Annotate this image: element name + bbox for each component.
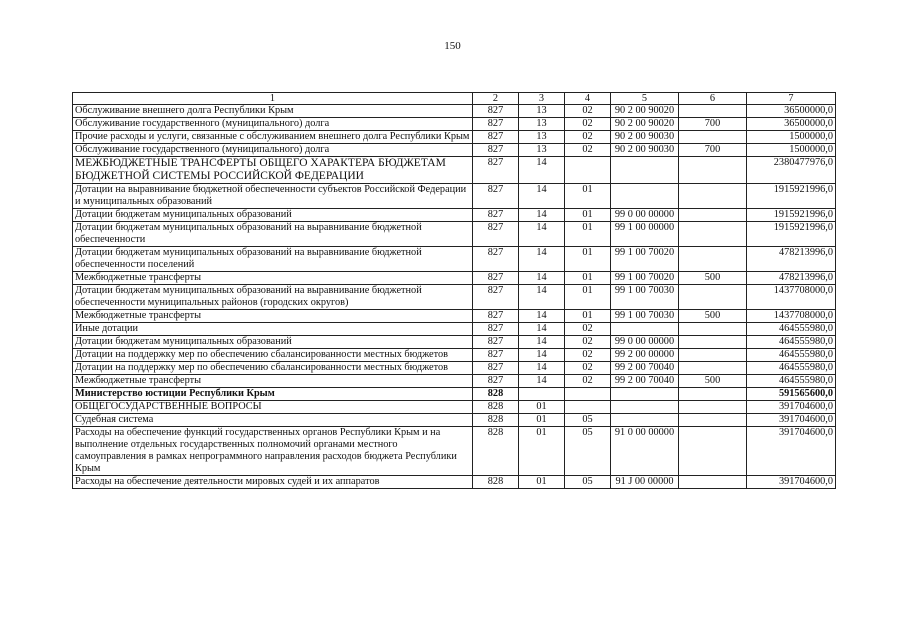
- row-target-cell: 90 2 00 90020: [611, 105, 679, 118]
- row-sum-cell: 464555980,0: [747, 336, 836, 349]
- row-code-cell: 827: [473, 105, 519, 118]
- row-type-cell: [679, 184, 747, 209]
- row-subsection-cell: 05: [565, 427, 611, 476]
- row-subsection-cell: 05: [565, 476, 611, 489]
- row-sum-cell: 391704600,0: [747, 476, 836, 489]
- row-type-cell: 700: [679, 144, 747, 157]
- row-sum-cell: 36500000,0: [747, 105, 836, 118]
- row-sum-cell: 464555980,0: [747, 375, 836, 388]
- row-name-cell: ОБЩЕГОСУДАРСТВЕННЫЕ ВОПРОСЫ: [73, 401, 473, 414]
- row-subsection-cell: 01: [565, 247, 611, 272]
- row-target-cell: [611, 184, 679, 209]
- row-type-cell: 700: [679, 118, 747, 131]
- row-section-cell: 14: [519, 247, 565, 272]
- table-row: [73, 285, 836, 310]
- column-header: 7: [747, 93, 836, 105]
- row-code-cell: 827: [473, 157, 519, 184]
- row-section-cell: 13: [519, 144, 565, 157]
- row-subsection-cell: 02: [565, 131, 611, 144]
- row-section-cell: 14: [519, 157, 565, 184]
- table-row: [73, 375, 836, 388]
- row-name-cell: Дотации бюджетам муниципальных образований на выравнивание бюджетной обеспеченности поселений: [73, 247, 473, 272]
- row-code-cell: 827: [473, 323, 519, 336]
- row-section-cell: 14: [519, 323, 565, 336]
- row-code-cell: 828: [473, 401, 519, 414]
- row-name-cell: Обслуживание государственного (муниципального) долга: [73, 144, 473, 157]
- row-sum-cell: 391704600,0: [747, 414, 836, 427]
- row-sum-cell: 1500000,0: [747, 144, 836, 157]
- row-type-cell: [679, 105, 747, 118]
- row-name-cell: Министерство юстиции Республики Крым: [73, 388, 473, 401]
- row-sum-cell: 1915921996,0: [747, 184, 836, 209]
- column-header: 2: [473, 93, 519, 105]
- row-section-cell: 14: [519, 310, 565, 323]
- row-type-cell: [679, 349, 747, 362]
- row-target-cell: 91 0 00 00000: [611, 427, 679, 476]
- row-name-cell: Иные дотации: [73, 323, 473, 336]
- table-row: [73, 222, 836, 247]
- row-sum-cell: 391704600,0: [747, 427, 836, 476]
- table-row: [73, 336, 836, 349]
- row-sum-cell: 1915921996,0: [747, 222, 836, 247]
- row-type-cell: [679, 222, 747, 247]
- row-type-cell: 500: [679, 310, 747, 323]
- row-name-cell: Обслуживание государственного (муниципального) долга: [73, 118, 473, 131]
- row-target-cell: 99 2 00 70040: [611, 362, 679, 375]
- row-section-cell: 14: [519, 349, 565, 362]
- row-code-cell: 828: [473, 476, 519, 489]
- row-sum-cell: 478213996,0: [747, 247, 836, 272]
- column-header: 4: [565, 93, 611, 105]
- row-code-cell: 827: [473, 131, 519, 144]
- row-subsection-cell: 01: [565, 310, 611, 323]
- row-type-cell: [679, 323, 747, 336]
- table-row: [73, 247, 836, 272]
- row-code-cell: 827: [473, 349, 519, 362]
- row-subsection-cell: 02: [565, 105, 611, 118]
- row-name-cell: Дотации на поддержку мер по обеспечению сбалансированности местных бюджетов: [73, 349, 473, 362]
- row-section-cell: 01: [519, 476, 565, 489]
- row-code-cell: 827: [473, 336, 519, 349]
- row-name-cell: Расходы на обеспечение деятельности мировых судей и их аппаратов: [73, 476, 473, 489]
- row-code-cell: 827: [473, 247, 519, 272]
- row-target-cell: 90 2 00 90030: [611, 131, 679, 144]
- row-target-cell: [611, 323, 679, 336]
- row-target-cell: [611, 157, 679, 184]
- row-code-cell: 827: [473, 310, 519, 323]
- row-subsection-cell: 02: [565, 336, 611, 349]
- row-name-cell: Межбюджетные трансферты: [73, 375, 473, 388]
- row-type-cell: 500: [679, 272, 747, 285]
- row-subsection-cell: [565, 401, 611, 414]
- row-target-cell: 91 J 00 00000: [611, 476, 679, 489]
- row-name-cell: Дотации на выравнивание бюджетной обеспеченности субъектов Российской Федерации и муниципальных образований: [73, 184, 473, 209]
- row-code-cell: 827: [473, 375, 519, 388]
- row-code-cell: 828: [473, 388, 519, 401]
- table-row: [73, 323, 836, 336]
- row-type-cell: [679, 427, 747, 476]
- page-number: 150: [444, 40, 461, 52]
- row-section-cell: [519, 388, 565, 401]
- row-type-cell: [679, 401, 747, 414]
- column-header: 1: [73, 93, 473, 105]
- table-row: [73, 157, 836, 184]
- row-type-cell: [679, 285, 747, 310]
- row-section-cell: 01: [519, 427, 565, 476]
- row-type-cell: [679, 388, 747, 401]
- table-row: [73, 401, 836, 414]
- row-target-cell: 99 1 00 00000: [611, 222, 679, 247]
- row-type-cell: 500: [679, 375, 747, 388]
- row-target-cell: [611, 388, 679, 401]
- row-name-cell: Обслуживание внешнего долга Республики Крым: [73, 105, 473, 118]
- table-row: [73, 362, 836, 375]
- row-target-cell: 99 2 00 00000: [611, 349, 679, 362]
- table-row: [73, 310, 836, 323]
- row-name-cell: Дотации бюджетам муниципальных образований: [73, 336, 473, 349]
- row-sum-cell: 591565600,0: [747, 388, 836, 401]
- row-type-cell: [679, 131, 747, 144]
- row-code-cell: 827: [473, 144, 519, 157]
- table-row: [73, 349, 836, 362]
- row-section-cell: 14: [519, 375, 565, 388]
- row-target-cell: 90 2 00 90020: [611, 118, 679, 131]
- row-code-cell: 828: [473, 414, 519, 427]
- table-row: [73, 388, 836, 401]
- row-subsection-cell: 02: [565, 144, 611, 157]
- table-row: [73, 144, 836, 157]
- column-header: 3: [519, 93, 565, 105]
- row-name-cell: Судебная система: [73, 414, 473, 427]
- row-target-cell: 99 0 00 00000: [611, 336, 679, 349]
- row-target-cell: [611, 414, 679, 427]
- row-target-cell: 99 1 00 70030: [611, 285, 679, 310]
- row-target-cell: 99 0 00 00000: [611, 209, 679, 222]
- header-row: [73, 93, 836, 105]
- row-code-cell: 827: [473, 118, 519, 131]
- row-section-cell: 14: [519, 285, 565, 310]
- row-sum-cell: 36500000,0: [747, 118, 836, 131]
- row-subsection-cell: 01: [565, 285, 611, 310]
- row-subsection-cell: [565, 388, 611, 401]
- row-sum-cell: 464555980,0: [747, 362, 836, 375]
- row-target-cell: 90 2 00 90030: [611, 144, 679, 157]
- table-row: [73, 272, 836, 285]
- row-name-cell: Межбюджетные трансферты: [73, 272, 473, 285]
- row-name-cell: Расходы на обеспечение функций государственных органов Республики Крым и на выполнение отдельных государственных полномочий органами местного самоуправления в рамках непрограммного направления расходов бюджета Республики Крым: [73, 427, 473, 476]
- row-subsection-cell: 02: [565, 362, 611, 375]
- row-type-cell: [679, 209, 747, 222]
- row-subsection-cell: 01: [565, 222, 611, 247]
- row-subsection-cell: 01: [565, 184, 611, 209]
- row-sum-cell: 391704600,0: [747, 401, 836, 414]
- row-section-cell: 14: [519, 272, 565, 285]
- row-subsection-cell: 01: [565, 272, 611, 285]
- row-section-cell: 13: [519, 118, 565, 131]
- table-row: [73, 476, 836, 489]
- row-name-cell: Дотации бюджетам муниципальных образований на выравнивание бюджетной обеспеченности: [73, 222, 473, 247]
- table-row: [73, 184, 836, 209]
- row-code-cell: 828: [473, 427, 519, 476]
- row-code-cell: 827: [473, 209, 519, 222]
- table-row: [73, 118, 836, 131]
- row-sum-cell: 464555980,0: [747, 323, 836, 336]
- row-code-cell: 827: [473, 222, 519, 247]
- row-sum-cell: 1500000,0: [747, 131, 836, 144]
- row-type-cell: [679, 362, 747, 375]
- row-target-cell: 99 1 00 70030: [611, 310, 679, 323]
- row-section-cell: 14: [519, 362, 565, 375]
- table-row: [73, 105, 836, 118]
- row-subsection-cell: 02: [565, 349, 611, 362]
- row-subsection-cell: 02: [565, 118, 611, 131]
- row-name-cell: Дотации бюджетам муниципальных образований на выравнивание бюджетной обеспеченности муниципальных районов (городских округов): [73, 285, 473, 310]
- table-row: [73, 414, 836, 427]
- row-type-cell: [679, 476, 747, 489]
- column-header: 5: [611, 93, 679, 105]
- row-type-cell: [679, 247, 747, 272]
- row-subsection-cell: 02: [565, 323, 611, 336]
- row-name-cell: Дотации на поддержку мер по обеспечению сбалансированности местных бюджетов: [73, 362, 473, 375]
- row-name-cell: Дотации бюджетам муниципальных образований: [73, 209, 473, 222]
- row-target-cell: 99 1 00 70020: [611, 272, 679, 285]
- row-subsection-cell: 02: [565, 375, 611, 388]
- row-section-cell: 01: [519, 401, 565, 414]
- row-code-cell: 827: [473, 184, 519, 209]
- row-target-cell: [611, 401, 679, 414]
- row-sum-cell: 2380477976,0: [747, 157, 836, 184]
- row-type-cell: [679, 157, 747, 184]
- row-target-cell: 99 1 00 70020: [611, 247, 679, 272]
- row-name-cell: МЕЖБЮДЖЕТНЫЕ ТРАНСФЕРТЫ ОБЩЕГО ХАРАКТЕРА БЮДЖЕТАМ БЮДЖЕТНОЙ СИСТЕМЫ РОССИЙСКОЙ ФЕДЕРАЦИИ: [73, 157, 473, 184]
- row-sum-cell: 464555980,0: [747, 349, 836, 362]
- row-section-cell: 14: [519, 209, 565, 222]
- row-section-cell: 13: [519, 105, 565, 118]
- table-row: [73, 427, 836, 476]
- column-header: 6: [679, 93, 747, 105]
- row-name-cell: Межбюджетные трансферты: [73, 310, 473, 323]
- row-sum-cell: 1437708000,0: [747, 310, 836, 323]
- row-code-cell: 827: [473, 285, 519, 310]
- row-sum-cell: 1915921996,0: [747, 209, 836, 222]
- row-code-cell: 827: [473, 272, 519, 285]
- row-subsection-cell: 01: [565, 209, 611, 222]
- budget-table: [72, 92, 836, 489]
- row-type-cell: [679, 336, 747, 349]
- table-row: [73, 209, 836, 222]
- row-name-cell: Прочие расходы и услуги, связанные с обслуживанием внешнего долга Республики Крым: [73, 131, 473, 144]
- row-type-cell: [679, 414, 747, 427]
- row-sum-cell: 478213996,0: [747, 272, 836, 285]
- table-row: [73, 131, 836, 144]
- row-section-cell: 01: [519, 414, 565, 427]
- row-sum-cell: 1437708000,0: [747, 285, 836, 310]
- row-target-cell: 99 2 00 70040: [611, 375, 679, 388]
- row-section-cell: 14: [519, 336, 565, 349]
- row-subsection-cell: [565, 157, 611, 184]
- row-section-cell: 14: [519, 222, 565, 247]
- row-section-cell: 14: [519, 184, 565, 209]
- row-section-cell: 13: [519, 131, 565, 144]
- row-subsection-cell: 05: [565, 414, 611, 427]
- row-code-cell: 827: [473, 362, 519, 375]
